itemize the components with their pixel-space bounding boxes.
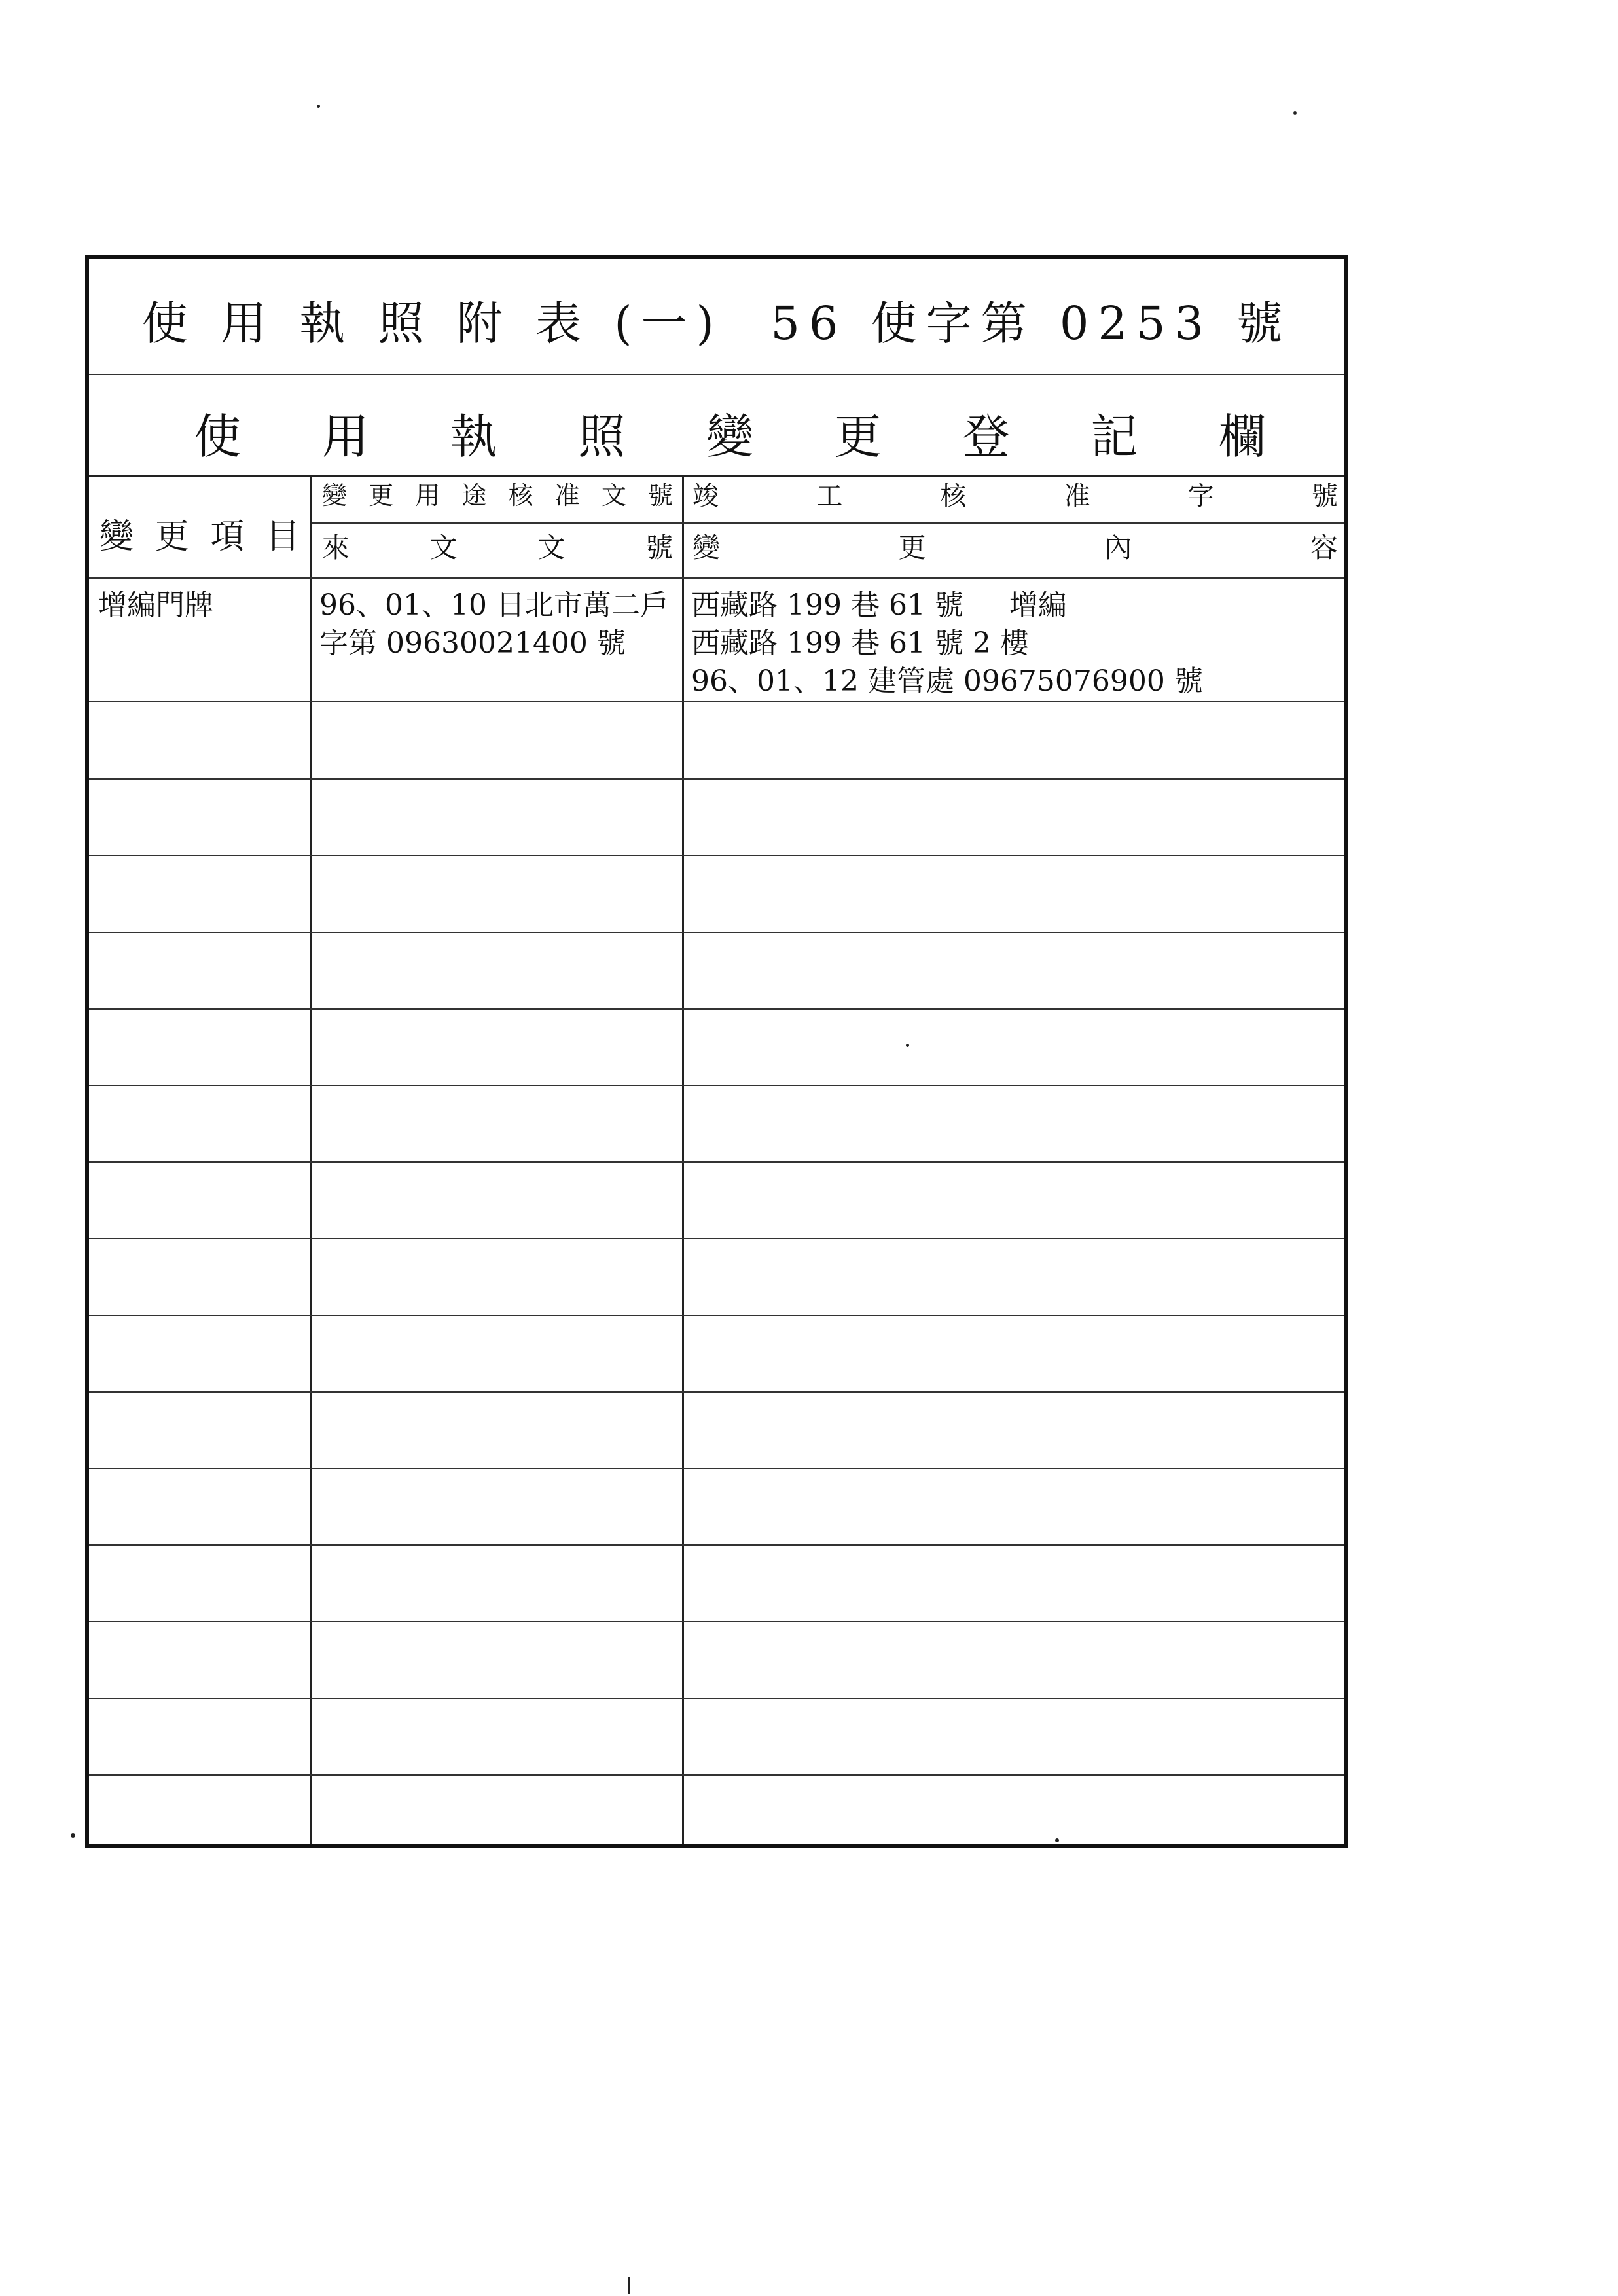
header-char: 准 — [1064, 481, 1090, 511]
header-char: 號 — [645, 532, 673, 564]
subtitle-char: 執 — [450, 409, 497, 464]
subtitle-char: 照 — [578, 409, 626, 464]
header-char: 途 — [461, 481, 487, 510]
header-char: 來 — [322, 532, 350, 564]
row-rule — [89, 1315, 1344, 1316]
license-form-table — [85, 255, 1348, 1848]
scan-mark — [628, 2277, 630, 2294]
header-char: 核 — [508, 481, 533, 510]
header-char: 項 — [210, 517, 245, 556]
subtitle-char: 變 — [706, 409, 753, 464]
row-rule — [89, 932, 1344, 933]
header-char: 准 — [554, 481, 580, 510]
header-char: 字 — [1187, 481, 1214, 511]
header-char: 竣 — [692, 481, 719, 511]
header-change-item — [89, 475, 310, 598]
column-divider — [682, 475, 684, 1844]
row-rule — [89, 1085, 1344, 1086]
header-char: 文 — [429, 532, 458, 564]
entry-line: 西藏路 199 巷 61 號 增編 — [691, 589, 1067, 622]
row-rule — [89, 778, 1344, 780]
row-rule — [89, 1621, 1344, 1622]
entry-line: 字第 09630021400 號 — [319, 627, 626, 660]
subtitle-char: 欄 — [1218, 409, 1266, 464]
title-row — [89, 259, 1344, 375]
scan-speck — [317, 105, 320, 108]
subtitle-char: 更 — [834, 409, 882, 464]
row-rule — [89, 1544, 1344, 1546]
entry-incoming-doc-no — [319, 587, 669, 663]
row-rule — [89, 1774, 1344, 1776]
header-char: 目 — [265, 517, 300, 556]
column-divider — [310, 475, 312, 1844]
header-char: 變 — [99, 517, 134, 556]
subtitle — [194, 399, 1266, 467]
entry-change-content — [691, 587, 1203, 701]
scan-speck — [1055, 1838, 1059, 1842]
subtitle-char: 登 — [962, 409, 1010, 464]
subtitle-row — [89, 374, 1344, 477]
header-incoming-doc-no — [314, 534, 681, 562]
scan-speck — [906, 1044, 909, 1047]
row-rule — [89, 1008, 1344, 1010]
entry-change-item: 增編門牌 — [98, 589, 213, 622]
entry-line: 96、01、10 日北市萬二戶 — [319, 589, 669, 622]
header-char: 變 — [692, 532, 721, 564]
scan-speck — [71, 1833, 75, 1838]
header-char: 核 — [940, 481, 967, 511]
header-change-content — [686, 534, 1344, 562]
subtitle-char: 使 — [194, 409, 242, 464]
entry-line: 西藏路 199 巷 61 號 2 樓 — [691, 627, 1029, 660]
header-char: 號 — [1311, 481, 1338, 511]
header-char: 更 — [154, 517, 189, 556]
row-rule — [89, 1238, 1344, 1239]
header-char: 更 — [369, 481, 394, 510]
header-char: 更 — [898, 532, 926, 564]
subtitle-char: 記 — [1090, 409, 1138, 464]
header-char: 變 — [322, 481, 348, 510]
header-char: 容 — [1310, 532, 1338, 564]
row-rule — [89, 1391, 1344, 1393]
entry-line: 96、01、12 建管處 09675076900 號 — [691, 665, 1203, 698]
header-char: 用 — [415, 481, 440, 510]
header-char: 工 — [816, 481, 843, 511]
row-rule — [89, 1468, 1344, 1469]
row-rule — [89, 701, 1344, 702]
header-subdivider — [312, 522, 1344, 524]
row-rule — [89, 1161, 1344, 1163]
header-completion-approval-no — [686, 483, 1344, 509]
header-approval-doc-no — [314, 483, 681, 508]
header-char: 文 — [601, 481, 626, 510]
header-char: 內 — [1104, 532, 1132, 564]
header-char: 號 — [647, 481, 673, 510]
subtitle-char: 用 — [321, 409, 369, 464]
scan-speck — [1293, 111, 1297, 115]
row-rule — [89, 855, 1344, 856]
form-title: 使 用 執 照 附 表 (一) 56 使字第 0253 號 — [141, 297, 1292, 350]
row-rule — [89, 1698, 1344, 1699]
header-char: 文 — [537, 532, 566, 564]
